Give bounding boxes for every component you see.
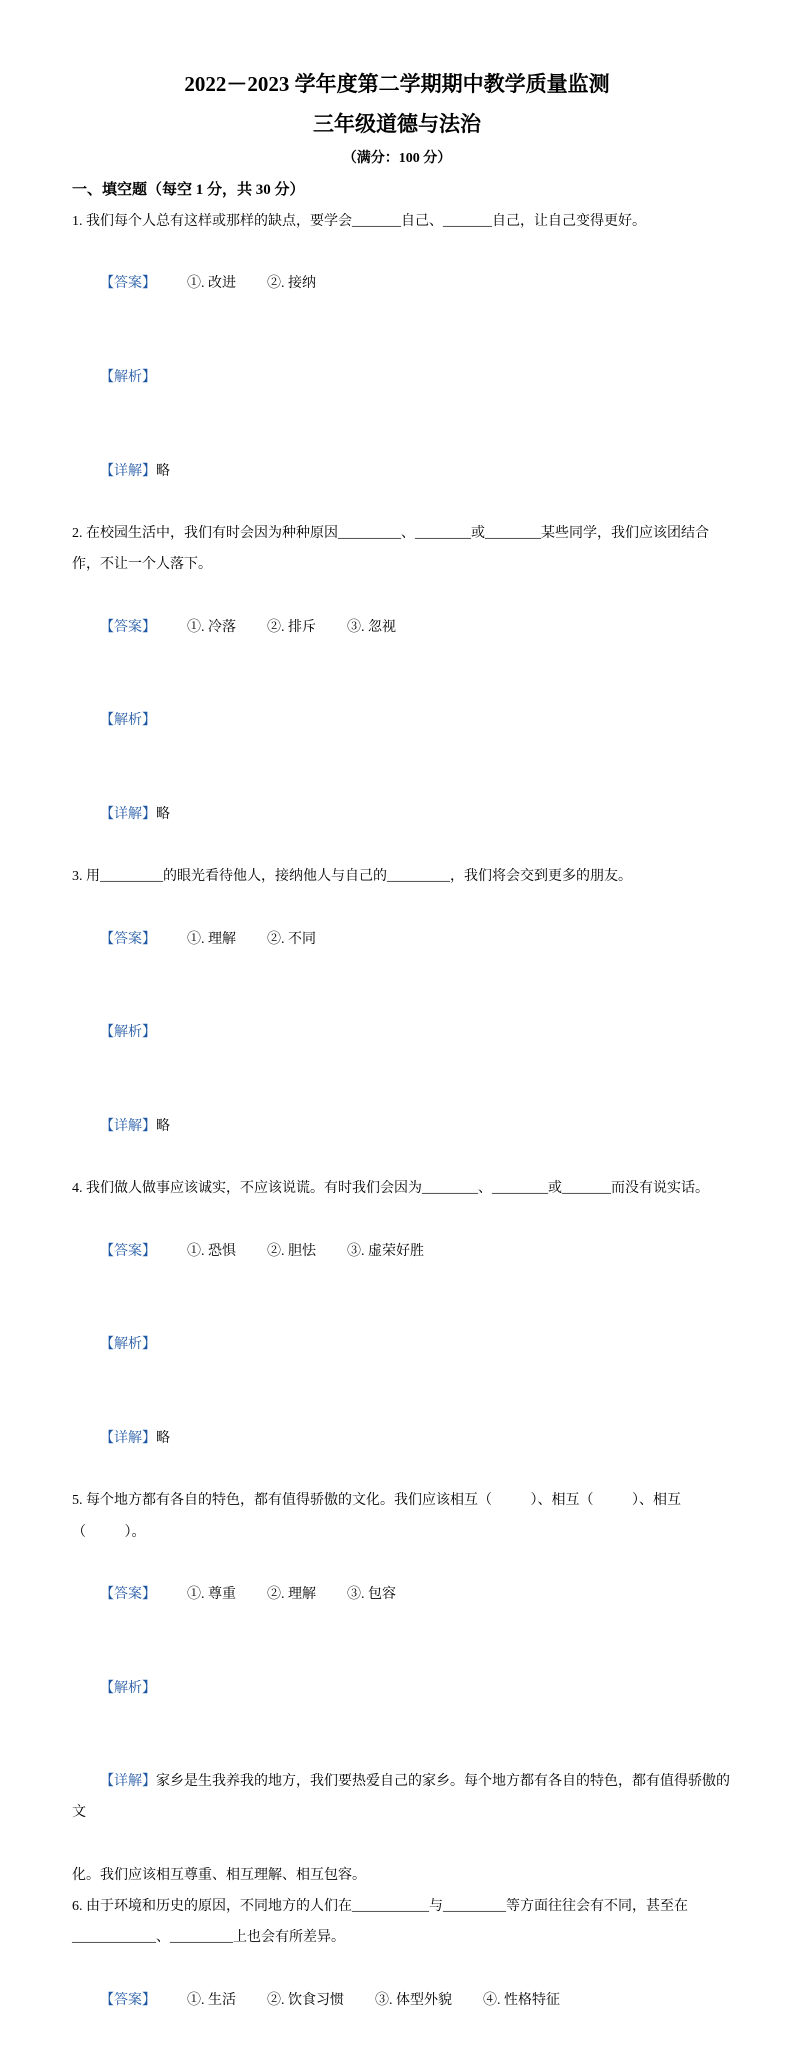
detail-text: 略 bbox=[156, 1430, 170, 1446]
answer-item: ①. 尊重 bbox=[187, 1586, 236, 1602]
full-score-note: （满分：100 分） bbox=[342, 151, 452, 166]
section-heading: 一、填空题（每空 1 分，共 30 分） bbox=[72, 182, 305, 198]
analysis-label: 【解析】 bbox=[100, 370, 156, 386]
answer-item: ①. 改进 bbox=[187, 276, 236, 292]
answer-label: 【答案】 bbox=[100, 619, 156, 635]
answer-item: ③. 虚荣好胜 bbox=[347, 1243, 424, 1259]
answer-item: ④. 性格特征 bbox=[483, 1992, 560, 2008]
question-text: 2. 在校园生活中，我们有时会因为种种原因_________、________或________某些同学，我们应该团结合 bbox=[72, 526, 709, 542]
answer-row bbox=[72, 237, 732, 331]
detail-text-continued: 化。我们应该相互尊重、相互理解、相互包容。 bbox=[72, 1867, 366, 1883]
answer-item: ①. 生活 bbox=[187, 1992, 236, 2008]
detail-text: 略 bbox=[156, 463, 170, 479]
answer-row bbox=[72, 1953, 732, 2047]
exam-title: 2022－2023 学年度第二学期期中教学质量监测 bbox=[184, 72, 610, 96]
exam-subject: 三年级道德与法治 bbox=[313, 112, 481, 136]
detail-label: 【详解】 bbox=[100, 463, 156, 479]
question-text: （ ）。 bbox=[72, 1524, 146, 1540]
question-text: 6. 由于环境和历史的原因，不同地方的人们在___________与_________等方面往往会有不同，甚至在 bbox=[72, 1898, 688, 1914]
analysis-row bbox=[72, 986, 732, 1080]
answer-item: ②. 排斥 bbox=[267, 619, 316, 635]
detail-text: 略 bbox=[156, 1118, 170, 1134]
answer-item: ①. 恐惧 bbox=[187, 1243, 236, 1259]
question-text: 3. 用_________的眼光看待他人，接纳他人与自己的_________，我们将会交到更多的朋友。 bbox=[72, 869, 632, 885]
question-1 bbox=[72, 206, 732, 518]
answer-label: 【答案】 bbox=[100, 276, 156, 292]
answer-item: ①. 理解 bbox=[187, 931, 236, 947]
question-6 bbox=[72, 1891, 732, 2047]
answer-item: ②. 胆怯 bbox=[267, 1243, 316, 1259]
analysis-row bbox=[72, 331, 732, 425]
detail-label: 【详解】 bbox=[100, 806, 156, 822]
analysis-label: 【解析】 bbox=[100, 1680, 156, 1696]
answer-item: ②. 接纳 bbox=[267, 276, 316, 292]
analysis-row bbox=[72, 1641, 732, 1735]
answer-item: ③. 包容 bbox=[347, 1586, 396, 1602]
analysis-label: 【解析】 bbox=[100, 1025, 156, 1041]
answer-item: ①. 冷落 bbox=[187, 619, 236, 635]
answer-item: ②. 不同 bbox=[267, 931, 316, 947]
answer-row bbox=[72, 892, 732, 986]
question-3 bbox=[72, 861, 732, 1173]
answer-row bbox=[72, 580, 732, 674]
answer-label: 【答案】 bbox=[100, 931, 156, 947]
answer-label: 【答案】 bbox=[100, 1992, 156, 2008]
answer-row bbox=[72, 1548, 732, 1642]
answer-item: ③. 体型外貌 bbox=[375, 1992, 452, 2008]
question-text: 作，不让一个人落下。 bbox=[72, 557, 212, 573]
question-text: 5. 每个地方都有各自的特色，都有值得骄傲的文化。我们应该相互（ ）、相互（ ）、相互 bbox=[72, 1493, 681, 1509]
answer-label: 【答案】 bbox=[100, 1243, 156, 1259]
detail-row bbox=[72, 768, 732, 862]
answer-item: ③. 忽视 bbox=[347, 619, 396, 635]
answer-item: ②. 理解 bbox=[267, 1586, 316, 1602]
analysis-row bbox=[72, 1298, 732, 1392]
question-text: 1. 我们每个人总有这样或那样的缺点，要学会_______自己、_______自己，让自己变得更好。 bbox=[72, 214, 646, 229]
exam-content bbox=[72, 174, 732, 2047]
question-text: ____________、_________上也会有所差异。 bbox=[72, 1930, 345, 1946]
detail-text: 家乡是生我养我的地方，我们要热爱自己的家乡。每个地方都有各自的特色，都有值得骄傲的文 bbox=[72, 1774, 730, 1821]
detail-label: 【详解】 bbox=[100, 1430, 156, 1446]
question-text: 4. 我们做人做事应该诚实，不应该说谎。有时我们会因为________、________或_______而没有说实话。 bbox=[72, 1181, 709, 1197]
analysis-row bbox=[72, 674, 732, 768]
detail-row bbox=[72, 1392, 732, 1486]
detail-label: 【详解】 bbox=[100, 1118, 156, 1134]
detail-label: 【详解】 bbox=[100, 1774, 156, 1790]
analysis-label: 【解析】 bbox=[100, 713, 156, 729]
detail-row bbox=[72, 1735, 732, 1860]
answer-label: 【答案】 bbox=[100, 1586, 156, 1602]
detail-row bbox=[72, 424, 732, 518]
answer-item: ②. 饮食习惯 bbox=[267, 1992, 344, 2008]
question-5 bbox=[72, 1485, 732, 1891]
detail-text: 略 bbox=[156, 806, 170, 822]
analysis-label: 【解析】 bbox=[100, 1337, 156, 1353]
detail-row bbox=[72, 1080, 732, 1174]
answer-row bbox=[72, 1205, 732, 1299]
question-4 bbox=[72, 1173, 732, 1485]
question-2 bbox=[72, 518, 732, 861]
